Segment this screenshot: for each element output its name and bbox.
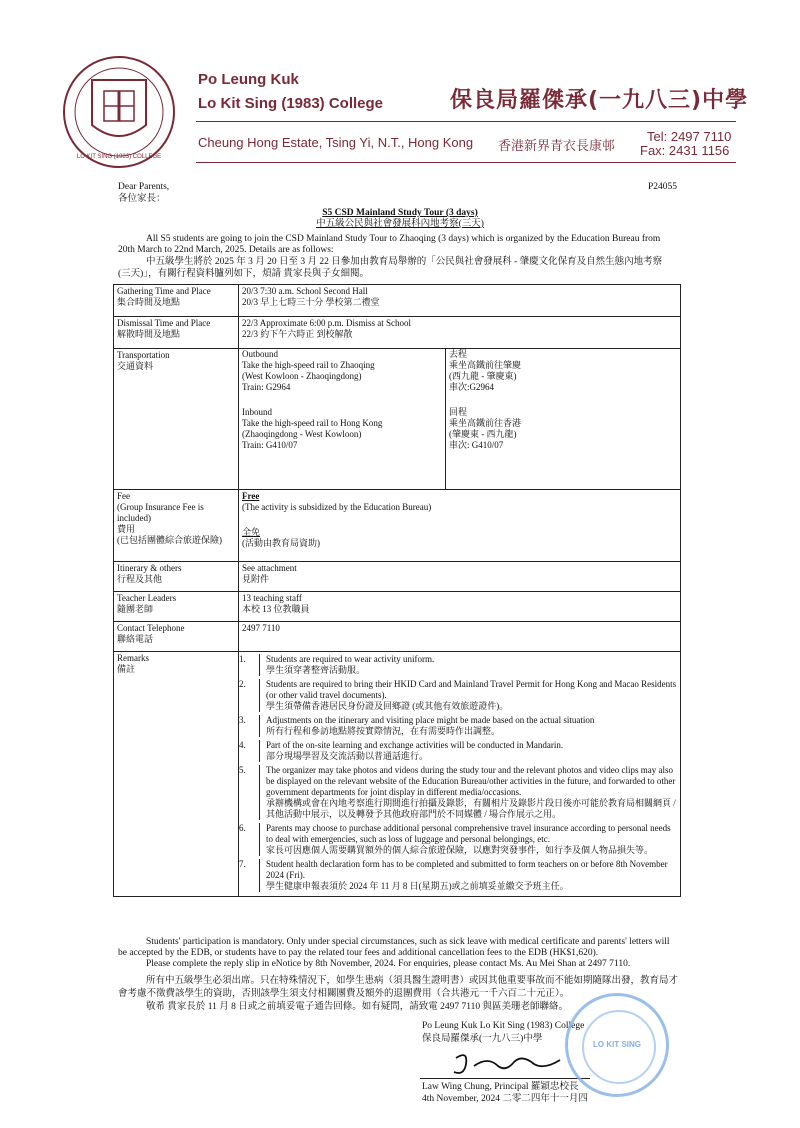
list-item: 1. Students are required to wear activity uniform. 學生須穿著整齊活動服。 [239,654,435,675]
dismissal-label: Dismissal Time and Place 解散時間及地點 [114,317,239,349]
transport-cn: 去程 乘坐高鐵前往肇慶 (西九龍 - 肇慶東) 車次:G2964 回程 乘坐高鐵前往香港 (肇慶東 - 西九龍) 車次: G410/07 [449,349,522,450]
table-row [114,652,681,897]
tel: Tel: 2497 7110 [647,129,732,144]
dismissal-value: 22/3 Approximate 6:00 p.m. Dismiss at School 22/3 約下午六時正 到校解散 [239,317,681,349]
intro-cn-line2: (三天)」，有關行程資料臚列如下，煩請 貴家長與子女細閱。 [118,269,369,279]
list-item: 5. The organizer may take photos and videos during the study tour and the relevant photos and video clips may also be displayed on the relevant website of the Education Bureau/other activities in the future, and forwarded to other government departments for joint display in different media/occasions. 承辦機構或會在內地考察進行期間進行拍攝及錄影，有關相片及錄影片段日後亦可能於教育局相關網頁 / 其他活動中展示，以及轉發予其他政府部門於不同媒體 / 場合作展示之用。 [239,765,676,819]
table-row [114,317,681,349]
principal-name: Law Wing Chung, Principal 羅穎忠校長 [422,1082,579,1092]
fee-label: Fee (Group Insurance Fee is included) 費用 (已包括團體綜合旅遊保險) [114,490,239,562]
closing-cn-line1: 所有中五級學生必須出席。只在特殊情況下，如學生患病（須具醫生證明書）或因其他重要事故而不能如期隨隊出發，教育局才 [146,976,679,986]
school-name-en-line1: Po Leung Kuk [198,71,299,88]
list-item: 2. Students are required to bring their HKID Card and Mainland Travel Permit for Hong Kong and Macao Residents (or other valid travel documents). 學生須帶備香港居民身份證及回鄉證 (或其他有效旅遊證件)。 [239,679,677,711]
logo-caption: LO KIT SING (1983) COLLEGE [76,154,162,160]
address-en: Cheung Hong Estate, Tsing Yi, N.T., Hong Kong [198,135,474,150]
transport-label: Transportation 交通資料 [114,349,239,490]
contact-label: Contact Telephone 聯絡電話 [114,622,239,652]
intro-en-line1: All S5 students are going to join the CSD Mainland Study Tour to Zhaoqing (3 days) which is organized by the Education Bureau from [146,234,661,244]
closing-en-line1: Students' participation is mandatory. Only under special circumstances, such as sick leave with medical certificate and parents' letters will [146,937,670,947]
signature-school-en: Po Leung Kuk Lo Kit Sing (1983) College [422,1021,585,1031]
closing-cn-line3: 敬希 貴家長於 11 月 8 日或之前填妥電子通告回條。如有疑問，請致電 2497 7110 與區美珊老師聯絡。 [146,1002,569,1012]
reference-number: P24055 [648,182,678,192]
fax: Fax: 2431 1156 [640,143,730,158]
leaders-label: Teacher Leaders 隨團老師 [114,592,239,622]
handwritten-signature [448,1048,568,1078]
address-cn: 香港新界青衣長康邨 [498,138,616,153]
fee-value: Free (The activity is subsidized by the Education Bureau) 全免 (活動由教育局資助) [239,490,681,562]
list-item: 6. Parents may choose to purchase additional personal comprehensive travel insurance according to personal needs to deal with emergencies, such as loss of luggage and personal belongings, etc. 家長可因應個人需要購買額外的個人綜合旅遊保險，以應對突發事件，如行李及個人物品損失等。 [239,823,671,855]
table-row [114,562,681,592]
title-cn: 中五級公民與社會發展科內地考察(三天) [316,219,484,229]
transport-value [239,349,681,490]
leaders-value: 13 teaching staff 本校 13 位教職員 [239,592,681,622]
school-seal: LO KIT SING [565,993,669,1097]
header-rule-bottom [196,162,736,163]
itinerary-label: Itinerary & others 行程及其他 [114,562,239,592]
school-name-cn: 保良局羅傑承(一九八三)中學 [450,88,749,113]
school-logo [62,55,176,169]
remarks-value [239,652,681,897]
list-item: 4. Part of the on-site learning and exchange activities will be conducted in Mandarin. 部分現場學習及交流活動以普通話進行。 [239,740,564,761]
table-row [114,622,681,652]
gathering-value: 20/3 7:30 a.m. School Second Hall 20/3 早上七時三十分 學校第二禮堂 [239,285,681,317]
transport-en: Outbound Take the high-speed rail to Zhaoqing (West Kowloon - Zhaoqingdong) Train: G2964 Inbound Take the high-speed rail to Hong Kong (Zhaoqingdong - West Kowloon) Train: G410/07 [242,349,446,489]
remarks-label: Remarks 備註 [114,652,239,897]
tour-details-table [113,284,681,897]
list-item: 7. Student health declaration form has to be completed and submitted to form teachers on or before 8th November 2024 (Fri). 學生健康申報表須於 2024 年 11 月 8 日(星期五)或之前填妥並繳交予班主任。 [239,859,668,891]
signature-date: 4th November, 2024 二零二四年十一月四 [422,1094,588,1104]
closing-en-line3: Please complete the reply slip in eNotice by 8th November, 2024. For enquiries, please contact Ms. Au Mei Shan at 2497 7110. [146,959,631,969]
gathering-label: Gathering Time and Place 集合時間及地點 [114,285,239,317]
contact-value: 2497 7110 [239,622,681,652]
signature-line [420,1078,590,1079]
title-en: S5 CSD Mainland Study Tour (3 days) [322,208,478,218]
intro-cn-line1: 中五級學生將於 2025 年 3 月 20 日至 3 月 22 日參加由教育局舉辦的「公民與社會發展科 - 肇慶文化保育及自然生態內地考察 [146,257,663,267]
table-row [114,490,681,562]
signature-school-cn: 保良局羅傑承(一九八三)中學 [422,1034,543,1044]
header-rule-top [196,121,736,122]
school-name-en-line2: Lo Kit Sing (1983) College [198,95,384,112]
table-row [114,349,681,490]
salutation-en: Dear Parents, [118,182,170,192]
itinerary-value: See attachment 見附件 [239,562,681,592]
intro-en-line2: 20th March to 22nd March, 2025. Details are as follows: [118,245,334,255]
table-row [114,285,681,317]
closing-en-line2: be accepted by the EDB, or students have to pay the related tour fees and additional cancellation fees to the EDB (HK$1,620). [118,948,599,958]
list-item: 3. Adjustments on the itinerary and visiting place might be made based on the actual situation 所有行程和參訪地點將按實際情況，在有需要時作出調整。 [239,715,595,736]
table-row [114,592,681,622]
salutation-cn: 各位家長： [118,194,166,204]
remarks-list [239,654,677,892]
closing-cn-line2: 會考慮不徵費該學生的資助，否則該學生須支付相關團費及額外的退團費用（合共港元一千六百二十元正）。 [118,989,570,999]
